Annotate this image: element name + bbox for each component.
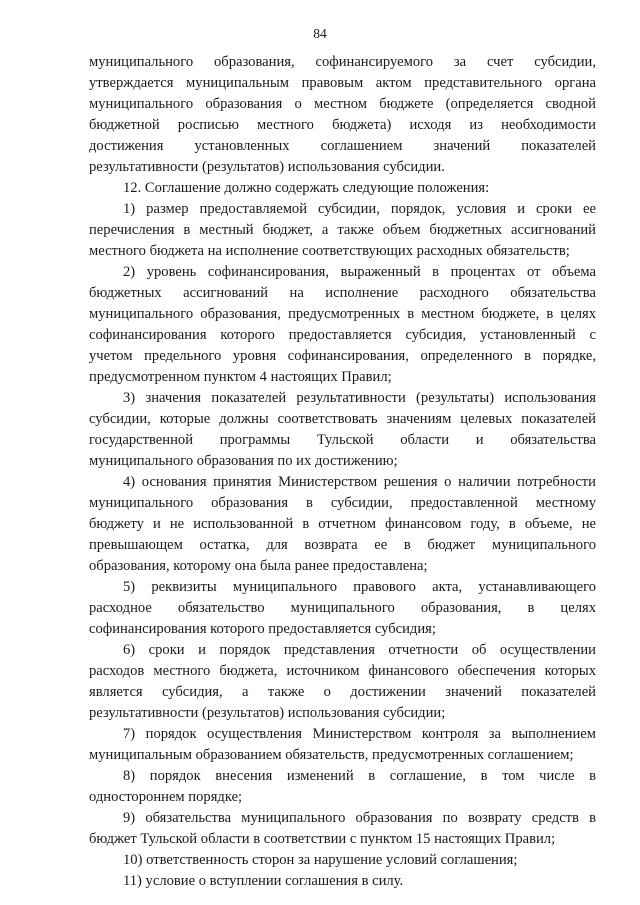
text-line: 11) условие о вступлении соглашения в силу. <box>123 873 404 889</box>
text-line: 6) сроки и порядок представления отчетности об осуществлении <box>123 642 596 658</box>
text-line: перечисления в местный бюджет, а также объем бюджетных ассигнований <box>89 222 596 238</box>
text-line: является субсидия, а также о достижении значений показателей <box>89 684 596 700</box>
text-line: 3) значения показателей результативности (результаты) использования <box>123 390 596 406</box>
text-line: 4) основания принятия Министерством решения о наличии потребности <box>123 474 596 490</box>
text-line: 2) уровень софинансирования, выраженный в процентах от объема <box>123 264 596 280</box>
text-line: бюджету и не использованной в отчетном финансовом году, в объеме, не <box>89 516 596 532</box>
page-number: 84 <box>313 26 327 41</box>
text-line: муниципального образования по их достижению; <box>89 453 398 469</box>
text-line: муниципального образования, предусмотренных в местном бюджете, в целях <box>89 306 596 322</box>
text-line: учетом предельного уровня софинансирования, определенного в порядке, <box>89 348 596 364</box>
text-line: муниципального образования в субсидии, предоставленной местному <box>89 495 596 511</box>
text-line: муниципального образования о местном бюджете (определяется сводной <box>89 96 596 112</box>
text-line: 9) обязательства муниципального образования по возврату средств в <box>123 810 596 826</box>
text-line: расходное обязательство муниципального образования, в целях <box>89 600 596 616</box>
text-line: 10) ответственность сторон за нарушение условий соглашения; <box>123 852 518 868</box>
text-line: результативности (результатов) использования субсидии. <box>89 159 445 175</box>
text-line: государственной программы Тульской области и обязательства <box>89 432 596 448</box>
text-line: достижения установленных соглашением значений показателей <box>89 138 596 154</box>
text-line: муниципальным образованием обязательств, предусмотренных соглашением; <box>89 747 574 763</box>
text-line: результативности (результатов) использования субсидии; <box>89 705 446 721</box>
text-line: утверждается муниципальным правовым актом представительного органа <box>89 75 596 91</box>
text-line: бюджетной росписью местного бюджета) исходя из необходимости <box>89 117 596 133</box>
text-line: местного бюджета на исполнение соответствующих расходных обязательств; <box>89 243 570 259</box>
document-body <box>89 52 596 892</box>
text-line: 8) порядок внесения изменений в соглашение, в том числе в <box>123 768 596 784</box>
text-line: бюджет Тульской области в соответствии с пунктом 15 настоящих Правил; <box>89 831 556 847</box>
text-line: 1) размер предоставляемой субсидии, порядок, условия и сроки ее <box>123 201 596 217</box>
text-line: софинансирования которого предоставляется субсидия; <box>89 621 436 637</box>
text-line: 5) реквизиты муниципального правового акта, устанавливающего <box>123 579 596 595</box>
text-line: одностороннем порядке; <box>89 789 243 805</box>
text-line: 7) порядок осуществления Министерством контроля за выполнением <box>123 726 596 742</box>
text-line: превышающем остатка, для возврата ее в бюджет муниципального <box>89 537 596 553</box>
text-line: 12. Соглашение должно содержать следующие положения: <box>123 180 490 196</box>
text-line: расходов местного бюджета, источником финансового обеспечения которых <box>89 663 596 679</box>
text-line: предусмотренном пунктом 4 настоящих Правил; <box>89 369 392 385</box>
text-line: бюджетных ассигнований на исполнение расходного обязательства <box>89 285 596 301</box>
text-line: софинансирования которого предоставляется субсидия, установленный с <box>89 327 596 343</box>
text-line: субсидии, которые должны соответствовать значениям целевых показателей <box>89 411 596 427</box>
text-line: образования, которому она была ранее предоставлена; <box>89 558 428 574</box>
text-line: муниципального образования, софинансируемого за счет субсидии, <box>89 54 596 70</box>
